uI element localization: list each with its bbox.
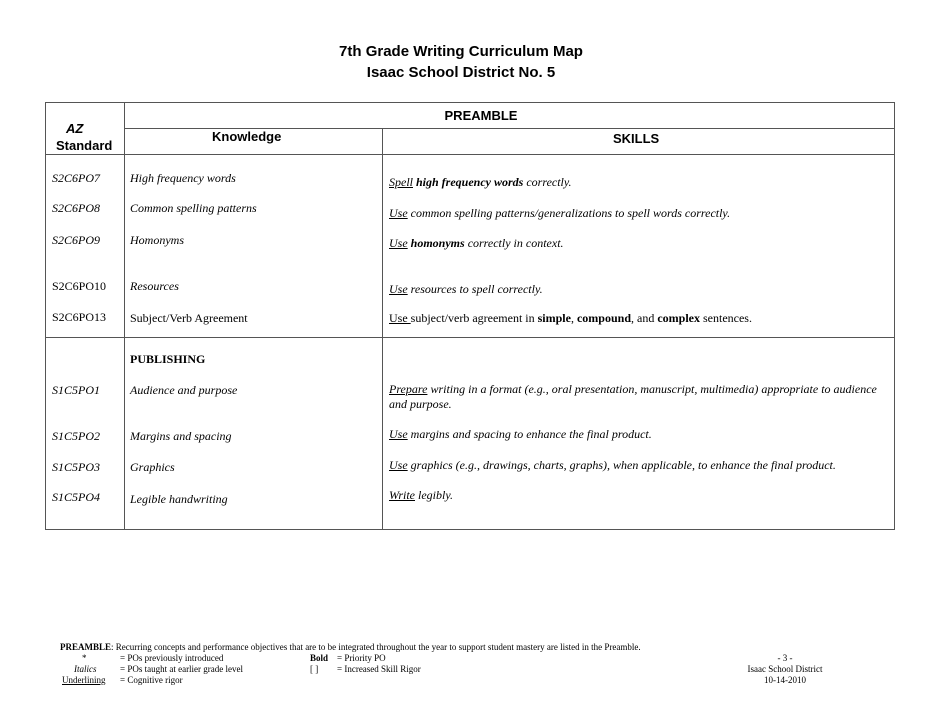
- legend-italics: Italics: [74, 664, 97, 674]
- page-title: 7th Grade Writing Curriculum Map: [339, 43, 583, 60]
- standard-code: S1C5PO4: [52, 490, 100, 504]
- preamble-header: PREAMBLE: [444, 108, 518, 123]
- az-header: AZ: [66, 121, 84, 136]
- skill-text: Prepare writing in a format (e.g., oral presentation, manuscript, multimedia) appropriate to audience and purpose.: [389, 382, 877, 411]
- page-number: - 3 -: [777, 653, 793, 663]
- skill-text: Spell high frequency words correctly.: [389, 175, 572, 189]
- standard-code: S1C5PO2: [52, 429, 100, 443]
- standard-code: S1C5PO3: [52, 460, 100, 474]
- skill-text: Use common spelling patterns/generalizations to spell words correctly.: [389, 206, 731, 220]
- standard-code: S2C6PO13: [52, 310, 107, 324]
- knowledge-item: Homonyms: [130, 233, 184, 247]
- legend-bracket-desc: = Increased Skill Rigor: [337, 664, 421, 674]
- row-divider: [46, 337, 894, 338]
- standard-code: S1C5PO1: [52, 383, 100, 397]
- knowledge-header: Knowledge: [212, 129, 282, 144]
- standard-header: Standard: [56, 138, 113, 153]
- knowledge-item: Subject/Verb Agreement: [130, 311, 248, 325]
- row-divider: [46, 154, 894, 155]
- skill-text: Use homonyms correctly in context.: [389, 236, 564, 250]
- publishing-heading: PUBLISHING: [130, 352, 206, 366]
- legend-bracket: [ ]: [310, 664, 319, 674]
- skill-text: Use graphics (e.g., drawings, charts, graphs), when applicable, to enhance the final product.: [389, 458, 836, 472]
- skill-text: Use margins and spacing to enhance the final product.: [389, 427, 652, 441]
- legend-star-desc: = POs previously introduced: [120, 653, 224, 663]
- district-name: Isaac School District: [747, 664, 823, 674]
- standard-code: S2C6PO8: [52, 201, 100, 215]
- knowledge-item: High frequency words: [130, 171, 236, 185]
- page-subtitle: Isaac School District No. 5: [366, 64, 556, 81]
- skills-header: SKILLS: [613, 131, 660, 146]
- column-divider: [382, 129, 383, 529]
- legend-star: *: [82, 653, 87, 663]
- legend-bold: Bold: [310, 653, 329, 663]
- knowledge-item: Resources: [130, 279, 179, 293]
- revision-date: 10-14-2010: [764, 675, 806, 685]
- standard-code: S2C6PO7: [52, 171, 100, 185]
- legend-bold-desc: = Priority PO: [337, 653, 386, 663]
- skill-text: Write legibly.: [389, 488, 453, 502]
- legend-underlining: Underlining: [62, 675, 106, 685]
- knowledge-item: Legible handwriting: [130, 492, 228, 506]
- knowledge-item: Graphics: [130, 460, 175, 474]
- legend-underlining-desc: = Cognitive rigor: [120, 675, 183, 685]
- knowledge-item: Margins and spacing: [130, 429, 232, 443]
- curriculum-table: [45, 102, 895, 530]
- knowledge-item: Audience and purpose: [130, 383, 238, 397]
- legend-italics-desc: = POs taught at earlier grade level: [120, 664, 244, 674]
- skill-text: Use resources to spell correctly.: [389, 282, 543, 296]
- knowledge-item: Common spelling patterns: [130, 201, 257, 215]
- standard-code: S2C6PO10: [52, 279, 107, 293]
- standard-code: S2C6PO9: [52, 233, 100, 247]
- preamble-note: PREAMBLE: Recurring concepts and performance objectives that are to be integrated throughout the year to support student mastery are listed in the Preamble.: [60, 642, 641, 652]
- skill-text: Use subject/verb agreement in simple, compound, and complex sentences.: [389, 311, 752, 325]
- column-divider: [124, 103, 125, 529]
